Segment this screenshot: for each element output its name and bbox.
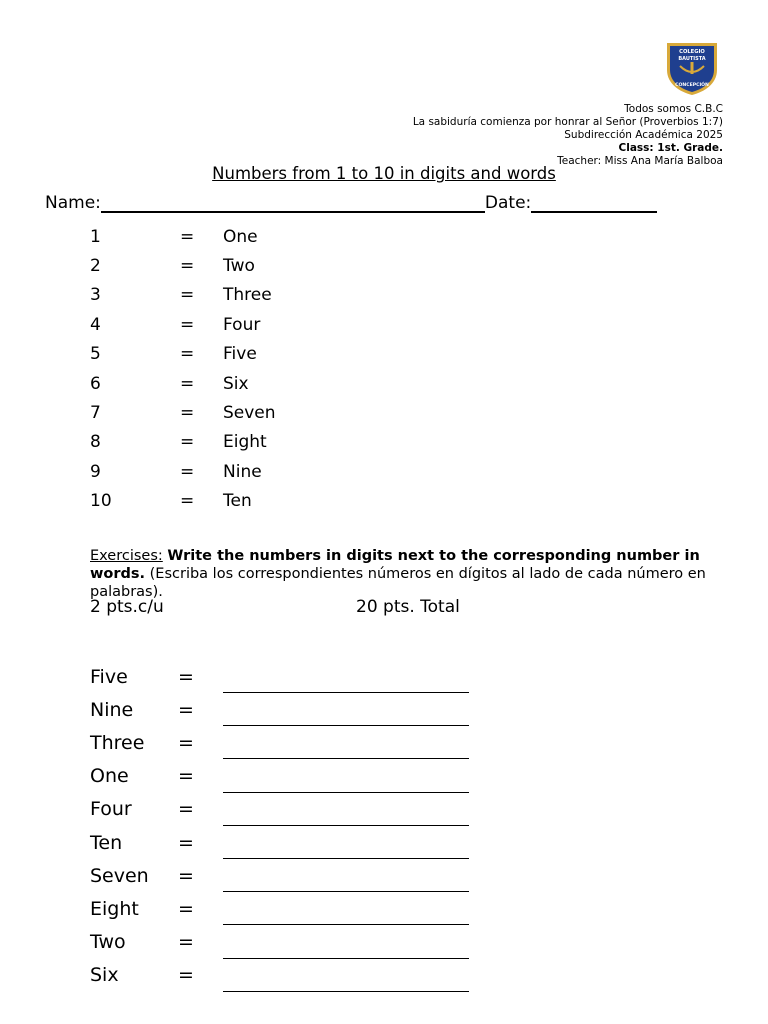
number-word: Ten [223,491,252,512]
header-info [413,103,723,168]
points-row [90,597,460,617]
digit: 10 [90,491,112,512]
equals-sign: = [180,314,195,335]
exercise-translation: (Escriba los correspondientes números en dígitos al lado de cada número en palabras). [90,566,706,600]
reference-row [90,251,276,280]
reference-row [90,428,276,457]
answer-blank[interactable] [223,938,469,959]
equals-sign: = [178,698,194,721]
equals-sign: = [180,461,195,482]
digit: 2 [90,256,101,277]
equals-sign: = [180,432,195,453]
number-word: Five [90,665,128,688]
digit: 6 [90,373,101,394]
teacher-label: Teacher: Miss Ana María Balboa [557,155,723,167]
exercise-instructions [90,547,730,601]
reference-row [90,340,276,369]
points-total: 20 pts. Total [356,597,460,617]
class-label: Class: 1st. Grade. [618,142,723,154]
answer-table [90,660,469,992]
answer-blank[interactable] [223,871,469,892]
number-word: Three [223,285,272,306]
number-word: Four [90,798,132,821]
exercise-instruction: Write the numbers in digits next to the corresponding number in words. [90,548,700,582]
reference-row [90,487,276,516]
digit: 8 [90,432,101,453]
name-field[interactable] [101,193,485,213]
number-word: Three [90,731,145,754]
number-word: One [90,765,129,788]
equals-sign: = [178,964,194,987]
number-word: One [223,226,258,247]
number-word: Seven [90,864,149,887]
answer-row [90,826,469,859]
equals-sign: = [178,798,194,821]
digit: 9 [90,461,101,482]
answer-blank[interactable] [223,672,469,693]
number-word: Six [90,964,119,987]
answer-blank[interactable] [223,904,469,925]
equals-sign: = [178,731,194,754]
equals-sign: = [180,344,195,365]
answer-row [90,793,469,826]
number-word: Five [223,344,257,365]
answer-row [90,959,469,992]
date-label: Date: [484,193,532,213]
answer-row [90,859,469,892]
answer-blank[interactable] [223,738,469,759]
number-word: Four [223,314,261,335]
equals-sign: = [180,226,195,247]
number-word: Seven [223,403,276,424]
answer-blank[interactable] [223,838,469,859]
number-word: Two [90,931,126,954]
motto: Todos somos C.B.C [624,103,723,115]
reference-row [90,222,276,251]
equals-sign: = [178,931,194,954]
exercise-label: Exercises: [90,548,163,564]
equals-sign: = [178,897,194,920]
number-word: Nine [90,698,134,721]
logo-text-bottom: CONCEPCIÓN [675,83,709,88]
answer-blank[interactable] [223,805,469,826]
number-word: Nine [223,461,262,482]
answer-row [90,693,469,726]
answer-row [90,726,469,759]
equals-sign: = [180,491,195,512]
equals-sign: = [178,765,194,788]
digit: 4 [90,314,101,335]
academic-dept: Subdirección Académica 2025 [564,129,723,141]
answer-blank[interactable] [223,971,469,992]
answer-blank[interactable] [223,705,469,726]
equals-sign: = [180,373,195,394]
equals-sign: = [178,864,194,887]
answer-row [90,892,469,925]
equals-sign: = [180,403,195,424]
answer-blank[interactable] [223,772,469,793]
reference-table [90,222,276,516]
answer-row [90,760,469,793]
points-each: 2 pts.c/u [90,597,164,617]
digit: 3 [90,285,101,306]
equals-sign: = [178,665,194,688]
bible-verse: La sabiduría comienza por honrar al Señor (Proverbios 1:7) [412,116,723,128]
reference-row [90,369,276,398]
date-field[interactable] [531,193,657,213]
digit: 1 [90,226,101,247]
number-word: Eight [223,432,267,453]
school-logo [664,40,720,96]
answer-row [90,660,469,693]
number-word: Eight [90,897,139,920]
reference-row [90,457,276,486]
equals-sign: = [180,256,195,277]
name-label: Name: [45,193,101,213]
equals-sign: = [180,285,195,306]
number-word: Ten [90,831,123,854]
equals-sign: = [178,831,194,854]
digit: 5 [90,344,101,365]
answer-row [90,926,469,959]
number-word: Two [223,256,255,277]
logo-text-top: COLEGIO [679,49,705,55]
name-date-row [45,193,657,213]
reference-row [90,281,276,310]
digit: 7 [90,403,101,424]
logo-text-mid: BAUTISTA [678,56,706,62]
page-title: Numbers from 1 to 10 in digits and words [212,164,556,183]
number-word: Six [223,373,249,394]
reference-row [90,310,276,339]
reference-row [90,398,276,427]
